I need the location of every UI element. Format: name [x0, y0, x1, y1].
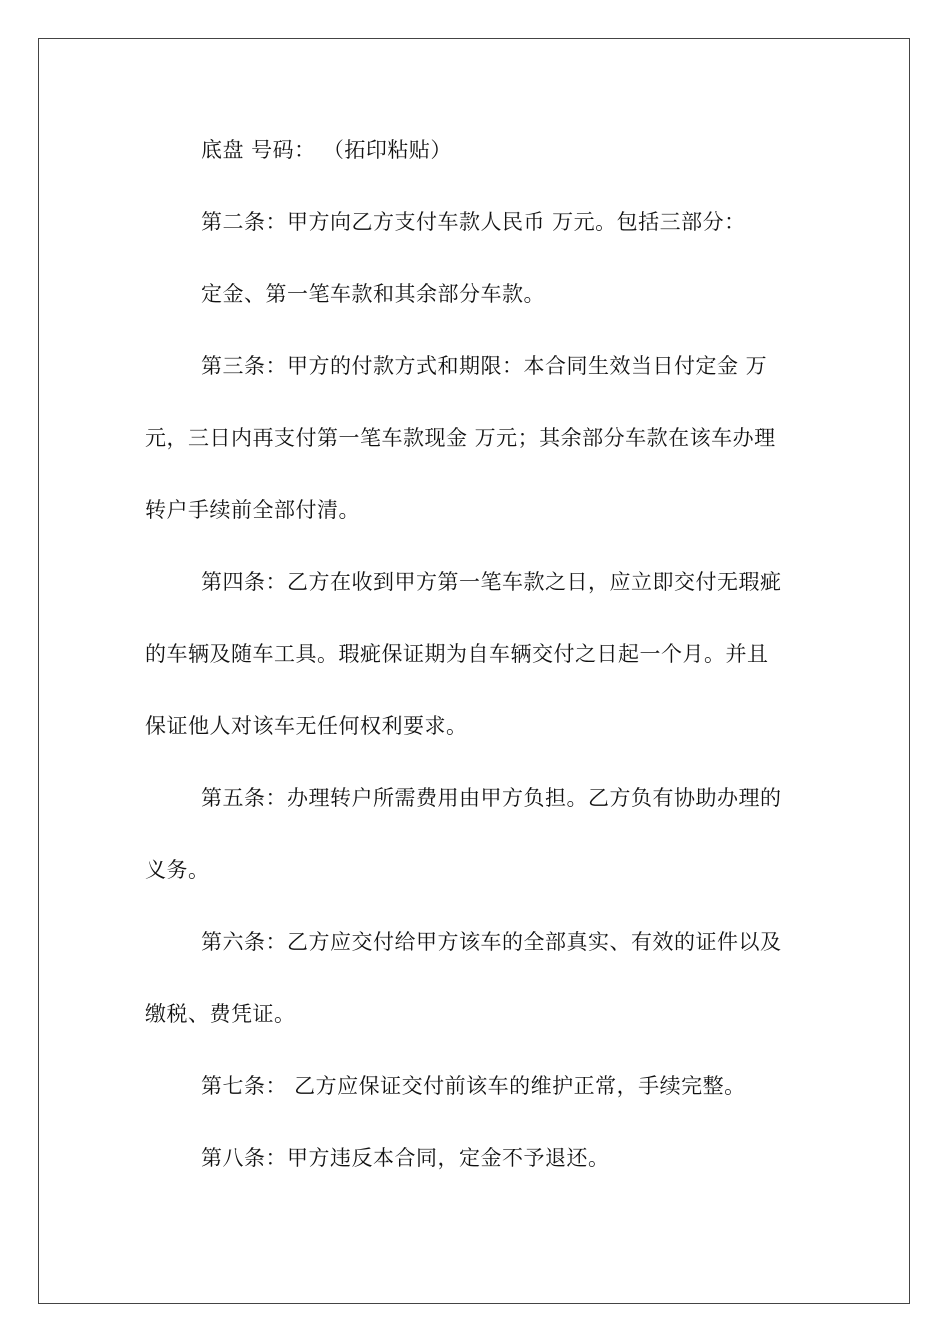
article-6-line-2: 缴税、费凭证。: [145, 1002, 296, 1026]
article-2-line-1: 第二条：甲方向乙方支付车款人民币 万元。包括三部分：: [201, 210, 746, 234]
article-7-line: 第七条： 乙方应保证交付前该车的维护正常，手续完整。: [201, 1074, 746, 1098]
article-4-line-1: 第四条：乙方在收到甲方第一笔车款之日，应立即交付无瑕疵: [201, 570, 782, 594]
article-4-line-2: 的车辆及随车工具。瑕疵保证期为自车辆交付之日起一个月。并且: [145, 642, 769, 666]
document-body: [145, 132, 805, 1177]
article-3-line-3: 转户手续前全部付清。: [145, 498, 360, 522]
article-4-line-3: 保证他人对该车无任何权利要求。: [145, 714, 468, 738]
article-3-line-2: 元，三日内再支付第一笔车款现金 万元；其余部分车款在该车办理: [145, 426, 776, 450]
chassis-number-line: 底盘 号码： （拓印粘贴）: [201, 138, 452, 162]
article-5-line-2: 义务。: [145, 858, 210, 882]
article-5-line-1: 第五条：办理转户所需费用由甲方负担。乙方负有协助办理的: [201, 786, 782, 810]
article-8-line: 第八条：甲方违反本合同，定金不予退还。: [201, 1146, 610, 1170]
article-2-line-2: 定金、第一笔车款和其余部分车款。: [201, 282, 545, 306]
article-6-line-1: 第六条：乙方应交付给甲方该车的全部真实、有效的证件以及: [201, 930, 782, 954]
article-3-line-1: 第三条：甲方的付款方式和期限：本合同生效当日付定金 万: [201, 354, 768, 378]
